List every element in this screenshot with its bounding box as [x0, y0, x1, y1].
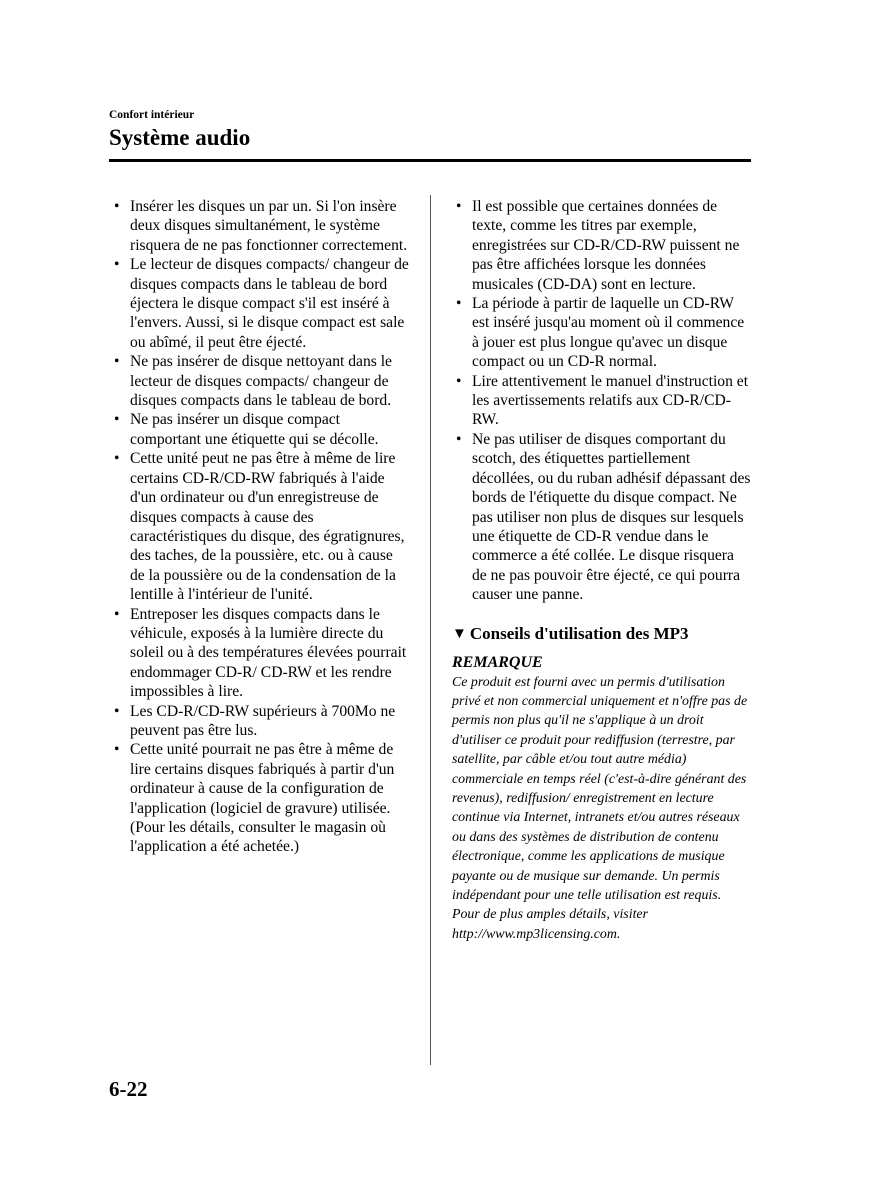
- list-item: • Lire attentivement le manuel d'instruction et les avertissements relatifs aux CD-R/CD-RW.: [452, 372, 752, 430]
- list-item: • La période à partir de laquelle un CD-RW est inséré jusqu'au moment où il commence à jouer est plus longue qu'avec un disque compact ou un CD-R normal.: [452, 294, 752, 372]
- list-item: • Ne pas insérer de disque nettoyant dans le lecteur de disques compacts/ changeur de disques compacts dans le tableau de bord.: [110, 352, 410, 410]
- section-label: Confort intérieur: [109, 109, 195, 121]
- right-bullet-list: [452, 197, 752, 605]
- list-item: • Entreposer les disques compacts dans le véhicule, exposés à la lumière directe du soleil ou à des températures élevées pourrait endommager CD-R/ CD-RW et les rendre impossibles à lire.: [110, 605, 410, 702]
- list-item: • Cette unité pourrait ne pas être à même de lire certains disques fabriqués à partir d'un ordinateur à cause de la configuration de l'application (logiciel de gravure) utilisée. (Pour les détails, consulter le magasin où l'application a été achetée.): [110, 740, 410, 856]
- mp3-tips-heading: [452, 623, 752, 645]
- page-header: [109, 108, 751, 152]
- list-item: • Ne pas insérer un disque compact comportant une étiquette qui se décolle.: [110, 410, 410, 449]
- list-item: • Ne pas utiliser de disques comportant du scotch, des étiquettes partiellement décollées, ou du ruban adhésif dépassant des bords de l'étiquette du disque compact. Ne pas utiliser non plus de disques sur lesquels une étiquette de CD-R vendue dans le commerce a été collée. Le disque risquera de ne pas pouvoir être éjecté, ce qui pourra causer une panne.: [452, 430, 752, 605]
- list-item: • Les CD-R/CD-RW supérieurs à 700Mo ne peuvent pas être lus.: [110, 702, 410, 741]
- triangle-down-icon: ▼: [452, 625, 467, 642]
- left-bullet-list: [110, 197, 410, 857]
- list-item: • Le lecteur de disques compacts/ changeur de disques compacts dans le tableau de bord éjectera le disque compact s'il est inséré à l'envers. Aussi, si le disque compact est sale ou abîmé, il peut être éjecté.: [110, 255, 410, 352]
- header-rule: [109, 159, 751, 162]
- left-column: [110, 197, 410, 857]
- page-number: 6-22: [109, 1077, 148, 1101]
- right-column: [452, 197, 752, 944]
- list-item: • Insérer les disques un par un. Si l'on insère deux disques simultanément, le système risquera de ne pas fonctionner correctement.: [110, 197, 410, 255]
- column-divider: [430, 195, 431, 1065]
- note-text: Ce produit est fourni avec un permis d'utilisation privé et non commercial uniquement et n'offre pas de permis non plus qu'il ne s'applique à un droit d'utiliser ce produit pour rediffusion (terrestre, par satellite, par câble et/ou tout autre média) commerciale en temps réel (c'est-à-dire générant des revenus), rediffusion/ enregistrement en lecture continue via Internet, intranets et/ou autres réseaux ou dans des systèmes de distribution de contenu électronique, comme les applications de musique payante ou de musique sur demande. Un permis indépendant pour une telle utilisation est requis. Pour de plus amples détails, visiter http://www.mp3licensing.com.: [452, 674, 748, 942]
- page-title: Système audio: [109, 125, 251, 150]
- list-item: • Cette unité peut ne pas être à même de lire certains CD-R/CD-RW fabriqués à l'aide d'un ordinateur ou d'un enregistreuse de disques compacts à cause des caractéristiques du disque, des égratignures, des taches, de la poussière, etc. ou à cause de la poussière ou de la condensation de la lentille à l'intérieur de l'unité.: [110, 449, 410, 604]
- mp3-tips-heading-label: Conseils d'utilisation des MP3: [469, 623, 689, 643]
- list-item: • Il est possible que certaines données de texte, comme les titres par exemple, enregistrées sur CD-R/CD-RW puissent ne pas être affichées lorsque les données musicales (CD-DA) sont en lecture.: [452, 197, 752, 294]
- note-label: REMARQUE: [452, 653, 543, 671]
